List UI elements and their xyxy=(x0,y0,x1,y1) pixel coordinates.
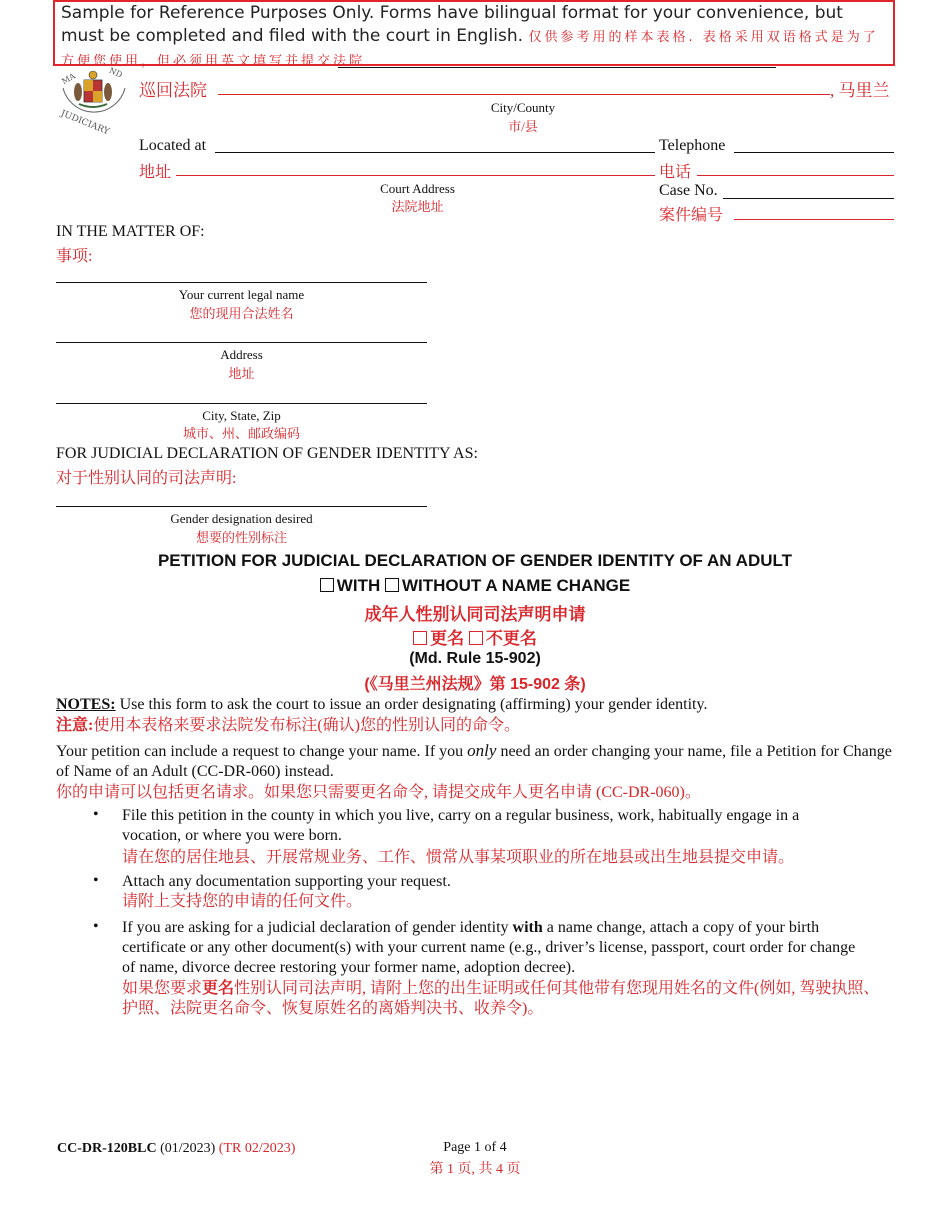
address-caption: Address xyxy=(220,347,263,362)
gender-designation-field[interactable] xyxy=(56,506,427,507)
sample-notice xyxy=(53,0,895,69)
with-name-change-checkbox[interactable] xyxy=(320,578,334,592)
telephone-field[interactable] xyxy=(734,152,894,153)
court-address-caption-zh: 法院地址 xyxy=(391,199,444,214)
telephone-label: Telephone xyxy=(659,137,726,154)
bullet-3-text-zh xyxy=(122,979,892,1019)
svg-text:MA: MA xyxy=(60,71,77,87)
case-no-field-zh[interactable] xyxy=(734,219,894,220)
notes-text-zh: 使用本表格来要求法院发布标注(确认)您的性别认同的命令。 xyxy=(93,717,521,734)
bullet-3-text xyxy=(122,918,872,978)
legal-name-field[interactable] xyxy=(56,282,427,283)
city-county-caption-zh: 市/县 xyxy=(508,119,538,134)
bullet-3-with: with xyxy=(512,919,543,936)
notice-text: Sample for Reference Purposes Only. Forms have bilingual format for your convenience, but must be completed and filed with the court in English. xyxy=(61,3,843,46)
name-change-options xyxy=(0,576,950,596)
svg-text:JUDICIARY: JUDICIARY xyxy=(59,108,111,138)
notice-text-zh: 仅供参考用的样本表格. 表格采用双语格式是为了方便您使用，但必须用英文填写并提交法院 xyxy=(61,30,879,69)
form-title-zh: 成年人性别认同司法声明申请 xyxy=(364,605,586,624)
telephone-field-zh[interactable] xyxy=(697,175,894,176)
legal-name-caption-zh: 您的现用合法姓名 xyxy=(189,306,294,321)
city-county-caption: City/County xyxy=(490,100,556,115)
name-change-paragraph-zh: 你的申请可以包括更名请求。如果您只需要更名命令, 请提交成年人更名申请 (CC-DR-060)。 xyxy=(56,784,701,801)
bullet-1-mark: • xyxy=(93,806,99,823)
rule-reference-zh: (《马里兰州法规》第 15-902 条) xyxy=(364,676,586,693)
located-at-field-zh[interactable] xyxy=(176,175,655,176)
city-county-field[interactable] xyxy=(218,94,830,95)
page-number-zh: 第 1 页, 共 4 页 xyxy=(429,1162,521,1177)
bullet-2-text: Attach any documentation supporting your request. xyxy=(122,873,451,890)
located-at-field[interactable] xyxy=(215,152,655,153)
case-no-label-zh: 案件编号 xyxy=(659,207,724,224)
bullet-3-zh-b: 性别认同司法声明, 请附上您的出生证明或任何其他带有您现用姓名的文件(例如, 驾驶执照、护照、法院更名命令、恢复原姓名的离婚判决书、收养令)。 xyxy=(122,980,880,1017)
bullet-3-zh-bold: 更名 xyxy=(202,980,235,997)
para2-only: only xyxy=(467,741,497,760)
without-name-change-checkbox[interactable] xyxy=(385,578,399,592)
notes-heading-zh: 注意: xyxy=(56,717,94,734)
without-label: WITHOUT A NAME CHANGE xyxy=(401,576,631,595)
located-at-label-zh: 地址 xyxy=(139,164,172,181)
declaration-label-zh: 对于性别认同的司法声明: xyxy=(56,470,237,487)
gender-designation-caption-zh: 想要的性别标注 xyxy=(195,530,287,545)
notes-heading: NOTES: xyxy=(56,696,116,713)
court-label-zh: 巡回法院 xyxy=(139,81,207,100)
state-label-zh: , 马里兰 xyxy=(830,81,890,100)
with-label: WITH xyxy=(336,576,381,595)
bullet-3-mark: • xyxy=(93,918,99,935)
bullet-2-mark: • xyxy=(93,872,99,889)
with-label-zh: 更名 xyxy=(430,629,465,648)
para2-b: need an order changing your name, file a Petition for Change of Name of an Adult (CC-DR-060) instead. xyxy=(56,743,892,780)
rule-reference: (Md. Rule 15-902) xyxy=(409,650,541,667)
without-label-zh: 不更名 xyxy=(485,629,537,648)
case-no-label: Case No. xyxy=(659,182,718,199)
matter-label-zh: 事项: xyxy=(56,248,93,265)
name-change-paragraph xyxy=(56,741,896,782)
bullet-2-text-zh: 请附上支持您的申请的任何文件。 xyxy=(122,893,363,910)
telephone-label-zh: 电话 xyxy=(659,164,692,181)
case-no-field[interactable] xyxy=(723,198,894,199)
address-caption-zh: 地址 xyxy=(228,366,255,381)
bullet-3-zh-a: 如果您要求 xyxy=(122,980,203,997)
form-date: (01/2023) xyxy=(156,1141,216,1156)
city-state-zip-field[interactable] xyxy=(56,403,427,404)
bullet-1-text-zh: 请在您的居住地县、开展常规业务、工作、惯常从事某项职业的所在地县或出生地县提交申请。 xyxy=(122,849,795,866)
notes-paragraph xyxy=(56,695,896,715)
court-address-caption: Court Address xyxy=(380,181,455,196)
form-id: CC-DR-120BLC xyxy=(57,1141,157,1156)
translation-date: (TR 02/2023) xyxy=(215,1141,296,1156)
top-partial-line xyxy=(338,67,776,68)
notes-paragraph-zh xyxy=(56,716,896,736)
notes-text: Use this form to ask the court to issue an order designating (affirming) your gender identity. xyxy=(115,696,708,713)
gender-designation-caption: Gender designation desired xyxy=(170,511,313,526)
city-state-zip-caption-zh: 城市、州、邮政编码 xyxy=(182,426,300,441)
address-field[interactable] xyxy=(56,342,427,343)
name-change-options-zh xyxy=(0,624,950,649)
page-number: Page 1 of 4 xyxy=(443,1140,507,1155)
with-name-change-checkbox-zh[interactable] xyxy=(413,631,427,645)
located-at-label: Located at xyxy=(139,137,207,154)
legal-name-caption: Your current legal name xyxy=(178,287,305,302)
form-number xyxy=(57,1141,295,1157)
city-state-zip-caption: City, State, Zip xyxy=(202,408,281,423)
para2-a: Your petition can include a request to change your name. If you xyxy=(56,743,468,760)
bullet-1-text: File this petition in the county in which you live, carry on a regular business, work, habitually engage in a vocation, or where you were born. xyxy=(122,807,800,844)
without-name-change-checkbox-zh[interactable] xyxy=(469,631,483,645)
bullet-3-a: If you are asking for a judicial declaration of gender identity xyxy=(122,919,513,936)
bullet-3-b: a name change, attach a copy of your birth certificate or any other document(s) with your current name (e.g., driver’s license, passport, court order for change of name, divorce decree restoring your former name, adoption decree). xyxy=(122,919,856,976)
matter-label: IN THE MATTER OF: xyxy=(56,223,205,240)
declaration-label: FOR JUDICIAL DECLARATION OF GENDER IDENTITY AS: xyxy=(56,445,478,462)
form-title: PETITION FOR JUDICIAL DECLARATION OF GENDER IDENTITY OF AN ADULT xyxy=(157,551,793,570)
